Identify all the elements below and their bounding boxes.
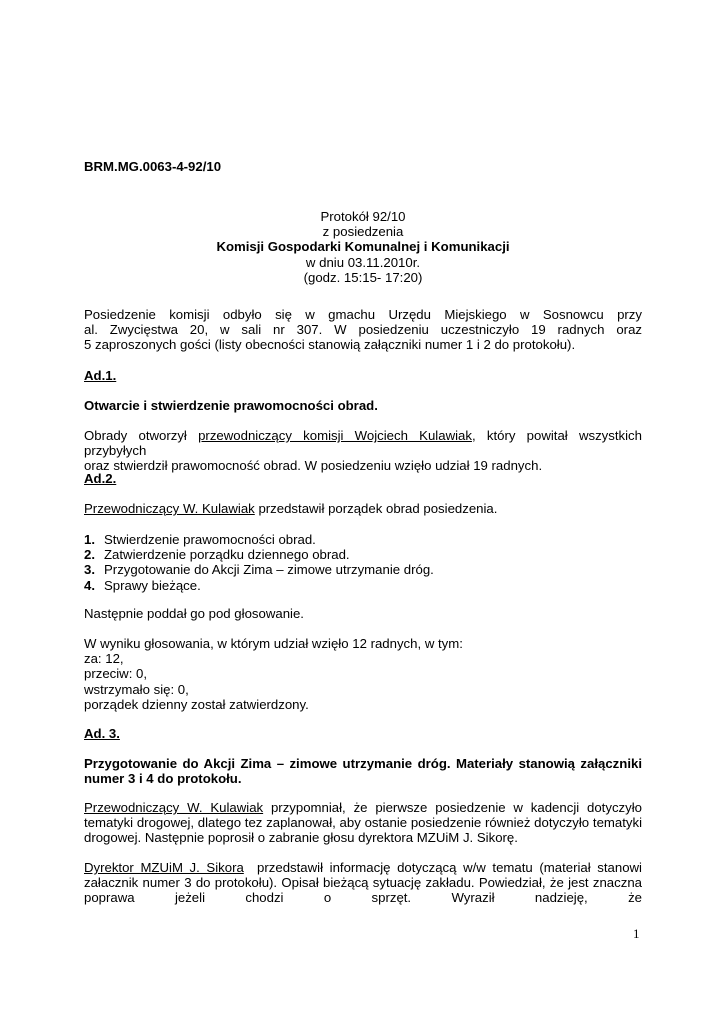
vote-result: [84, 636, 642, 712]
ad3-p2-text: przedstawił informację dotyczącą w/w tematu (materiał stanowi: [243, 860, 642, 875]
ad1-paragraph-line: [84, 428, 642, 458]
vote-line: W wyniku głosowania, w którym udział wzięło 12 radnych, w tym:: [84, 636, 463, 651]
agenda-number: 3.: [84, 562, 95, 578]
document-reference: BRM.MG.0063-4-92/10: [84, 159, 222, 174]
protocol-heading: [84, 209, 642, 285]
ad1-paragraph-line: oraz stwierdził prawomocność obrad. W posiedzeniu wzięło udział 19 radnych.: [84, 458, 543, 474]
chairman-name: Przewodniczący W. Kulawiak: [84, 800, 264, 815]
ad2-label: Ad.2.: [84, 471, 117, 486]
ad3-p2-line: [84, 860, 642, 875]
intro-line: al. Zwycięstwa 20, w sali nr 307. W posiedzeniu uczestniczyło 19 radnych oraz: [84, 322, 642, 338]
intro-line: 5 zaproszonych gości (listy obecności stanowią załączniki numer 1 i 2 do protokołu).: [84, 337, 576, 353]
director-name: Dyrektor MZUiM J. Sikora: [84, 860, 244, 875]
vote-line: przeciw: 0,: [84, 666, 148, 682]
agenda-text: Sprawy bieżące.: [104, 577, 201, 593]
heading-subtitle: z posiedzenia: [322, 224, 404, 240]
page-number: 1: [633, 926, 640, 941]
agenda-item: [84, 532, 642, 547]
agenda-item: [84, 562, 642, 577]
ad1-paragraph: [84, 428, 642, 474]
ad3-p2-line: załacznik numer 3 do protokołu). Opisał bieżącą sytuację zakładu. Powiedział, że jest znaczna: [84, 875, 642, 891]
agenda-number: 2.: [84, 547, 95, 563]
ad1-label: Ad.1.: [84, 368, 117, 383]
intro-paragraph: [84, 307, 642, 353]
heading-committee-name: Komisji Gospodarki Komunalnej i Komunikacji: [216, 239, 510, 255]
agenda-text: Zatwierdzenie porządku dziennego obrad.: [104, 547, 350, 563]
chairman-name: przewodniczący komisji Wojciech Kulawiak: [198, 428, 472, 443]
vote-line: wstrzymało się: 0,: [84, 681, 189, 697]
chairman-name: Przewodniczący W. Kulawiak: [84, 501, 255, 516]
agenda-item: [84, 547, 642, 562]
heading-protocol-number: Protokół 92/10: [320, 209, 406, 224]
ad3-p1-line: tematyki drogowej, dlatego tez zaplanował, aby ostanie posiedzenie również dotyczyło tematyki: [84, 815, 642, 831]
heading-date: w dniu 03.11.2010r.: [305, 254, 421, 270]
agenda-number: 4.: [84, 577, 95, 593]
ad1-title: Otwarcie i stwierdzenie prawomocności obrad.: [84, 398, 378, 413]
vote-line: za: 12,: [84, 651, 124, 667]
ad1-text: , który powitał wszystkich przybyłych: [84, 428, 642, 459]
ad1-text: Obrady otworzył: [84, 428, 199, 443]
intro-line: Posiedzenie komisji odbyło się w gmachu Urzędu Miejskiego w Sosnowcu przy: [84, 307, 642, 322]
vote-intro: Następnie poddał go pod głosowanie.: [84, 606, 304, 621]
ad3-p2-line: poprawa jeżeli chodzi o sprzęt. Wyraził nadzieję, że: [84, 890, 642, 906]
agenda-text: Stwierdzenie prawomocności obrad.: [104, 532, 316, 547]
ad3-label: Ad. 3.: [84, 726, 120, 741]
agenda-list: [84, 532, 642, 593]
ad3-title: [84, 756, 642, 786]
ad3-p1-text: przypomniał, że pierwsze posiedzenie w kadencji dotyczyło: [263, 800, 642, 815]
ad3-p1-line: [84, 800, 642, 815]
agenda-item: [84, 578, 642, 593]
heading-time: (godz. 15:15- 17:20): [303, 269, 423, 285]
ad3-paragraph-2: [84, 860, 642, 906]
ad3-title-line: numer 3 i 4 do protokołu.: [84, 771, 242, 787]
ad3-p1-line: drogowej. Następnie poprosił o zabranie głosu dyrektora MZUiM J. Sikorę.: [84, 830, 518, 846]
agenda-number: 1.: [84, 532, 95, 547]
ad3-paragraph-1: [84, 800, 642, 846]
ad3-title-line: Przygotowanie do Akcji Zima – zimowe utrzymanie dróg. Materiały stanowią załączniki: [84, 756, 642, 771]
agenda-text: Przygotowanie do Akcji Zima – zimowe utrzymanie dróg.: [104, 562, 434, 578]
ad2-intro-text: przedstawił porządek obrad posiedzenia.: [254, 501, 498, 516]
ad2-intro: [84, 501, 642, 516]
vote-line: porządek dzienny został zatwierdzony.: [84, 696, 309, 712]
